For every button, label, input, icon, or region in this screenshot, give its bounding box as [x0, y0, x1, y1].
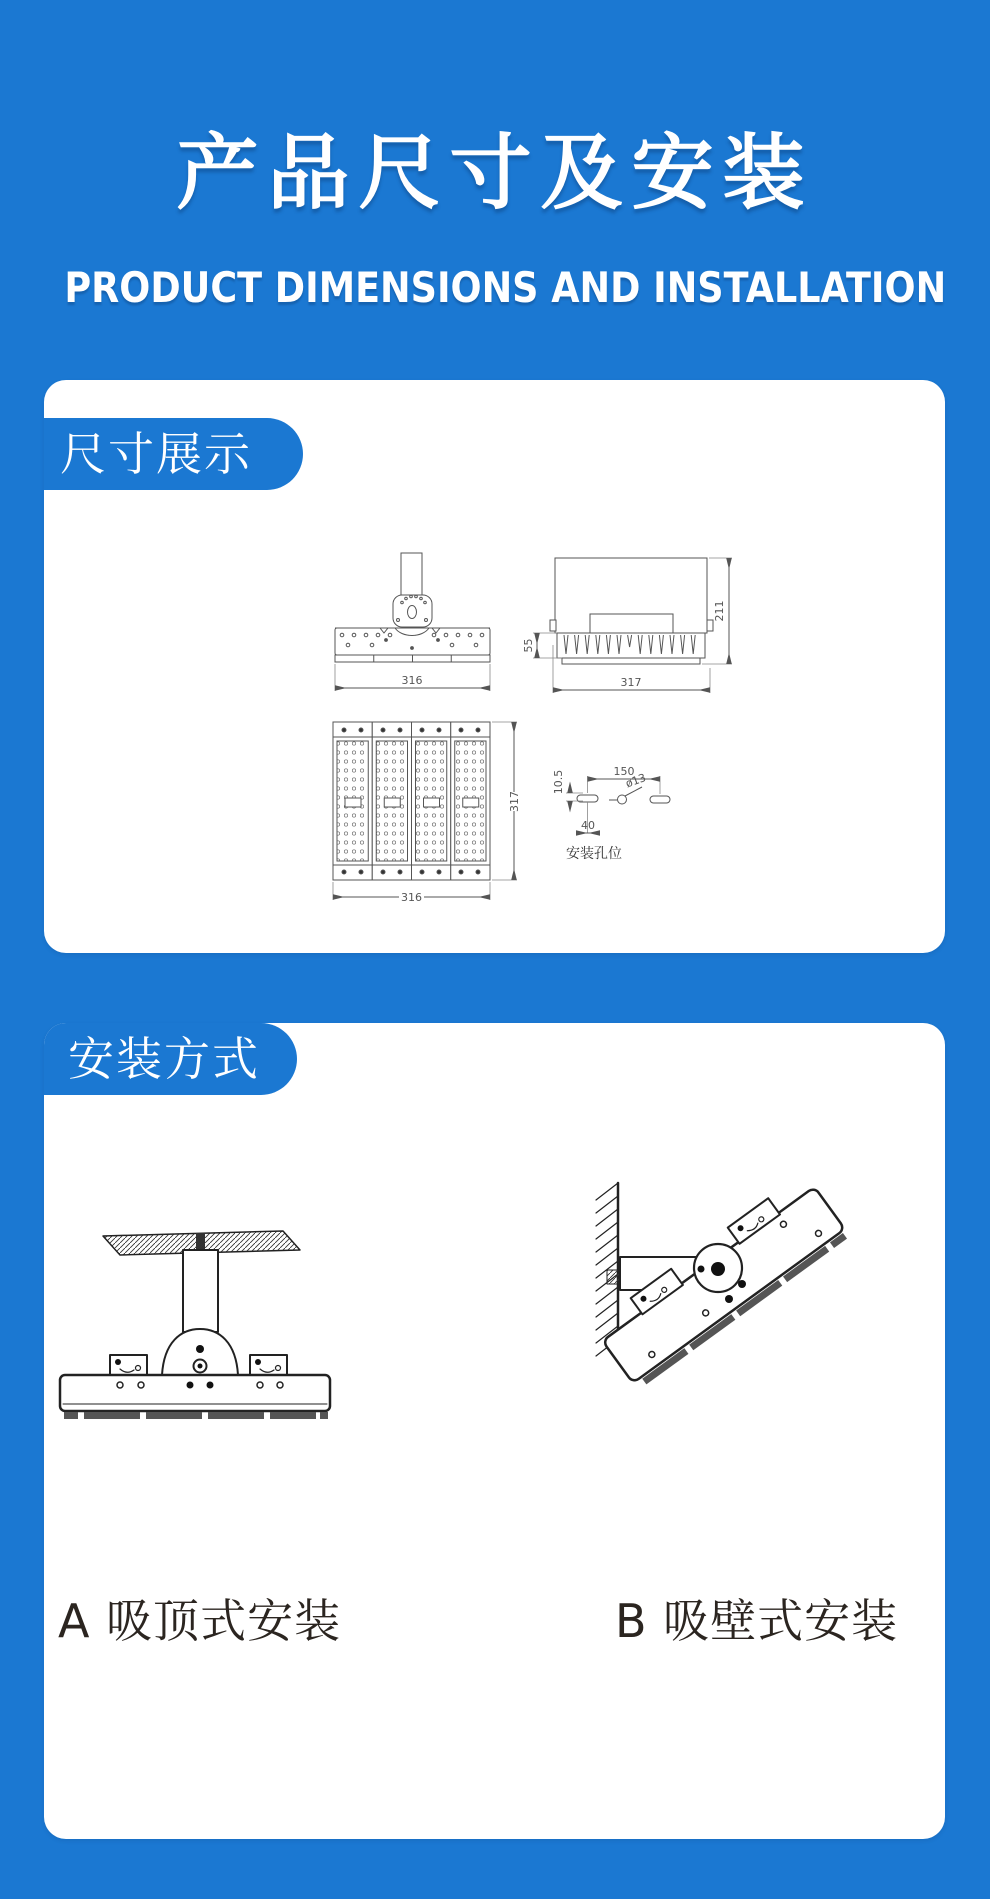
dimensions-tab: [44, 418, 303, 490]
hole-detail-caption: 安装孔位: [566, 846, 622, 862]
page-subtitle: PRODUCT DIMENSIONS AND INSTALLATION: [64, 263, 947, 312]
installation-tab: [44, 1023, 297, 1095]
dim-side-fin-height: 55: [522, 638, 535, 653]
installation-card: [44, 1023, 945, 1839]
ceiling-mount-label: A 吸顶式安装: [58, 1594, 342, 1648]
front-view-dimension: [335, 664, 490, 691]
dim-hole-spacing: 150: [613, 765, 635, 778]
installation-tab-label: 安装方式: [68, 1032, 260, 1086]
installation-drawings: [50, 1178, 940, 1478]
wall-mount-drawing: [592, 1178, 850, 1390]
dimension-drawings: [270, 550, 740, 925]
dim-top-width: 316: [401, 891, 422, 904]
dim-hole-diameter: ø13: [623, 771, 648, 791]
side-view-drawing: [550, 558, 713, 664]
dim-hole-offset: 10.5: [552, 769, 565, 795]
module-top-view-drawing: [333, 722, 490, 880]
dim-top-height: 317: [508, 791, 521, 812]
dim-front-width: 316: [401, 674, 423, 687]
dim-hole-slot-width: 40: [581, 819, 595, 832]
dimensions-tab-label: 尺寸展示: [60, 427, 252, 481]
mounting-hole-detail: [552, 765, 670, 862]
page-title: 产品尺寸及安装: [176, 126, 814, 221]
ceiling-mount-drawing: [60, 1231, 330, 1419]
dimensions-card: [44, 380, 945, 953]
front-view-drawing: [335, 553, 490, 662]
wall-mount-label: B 吸壁式安装: [615, 1594, 899, 1648]
dim-side-height: 211: [713, 600, 726, 622]
dim-side-width: 317: [620, 676, 642, 689]
